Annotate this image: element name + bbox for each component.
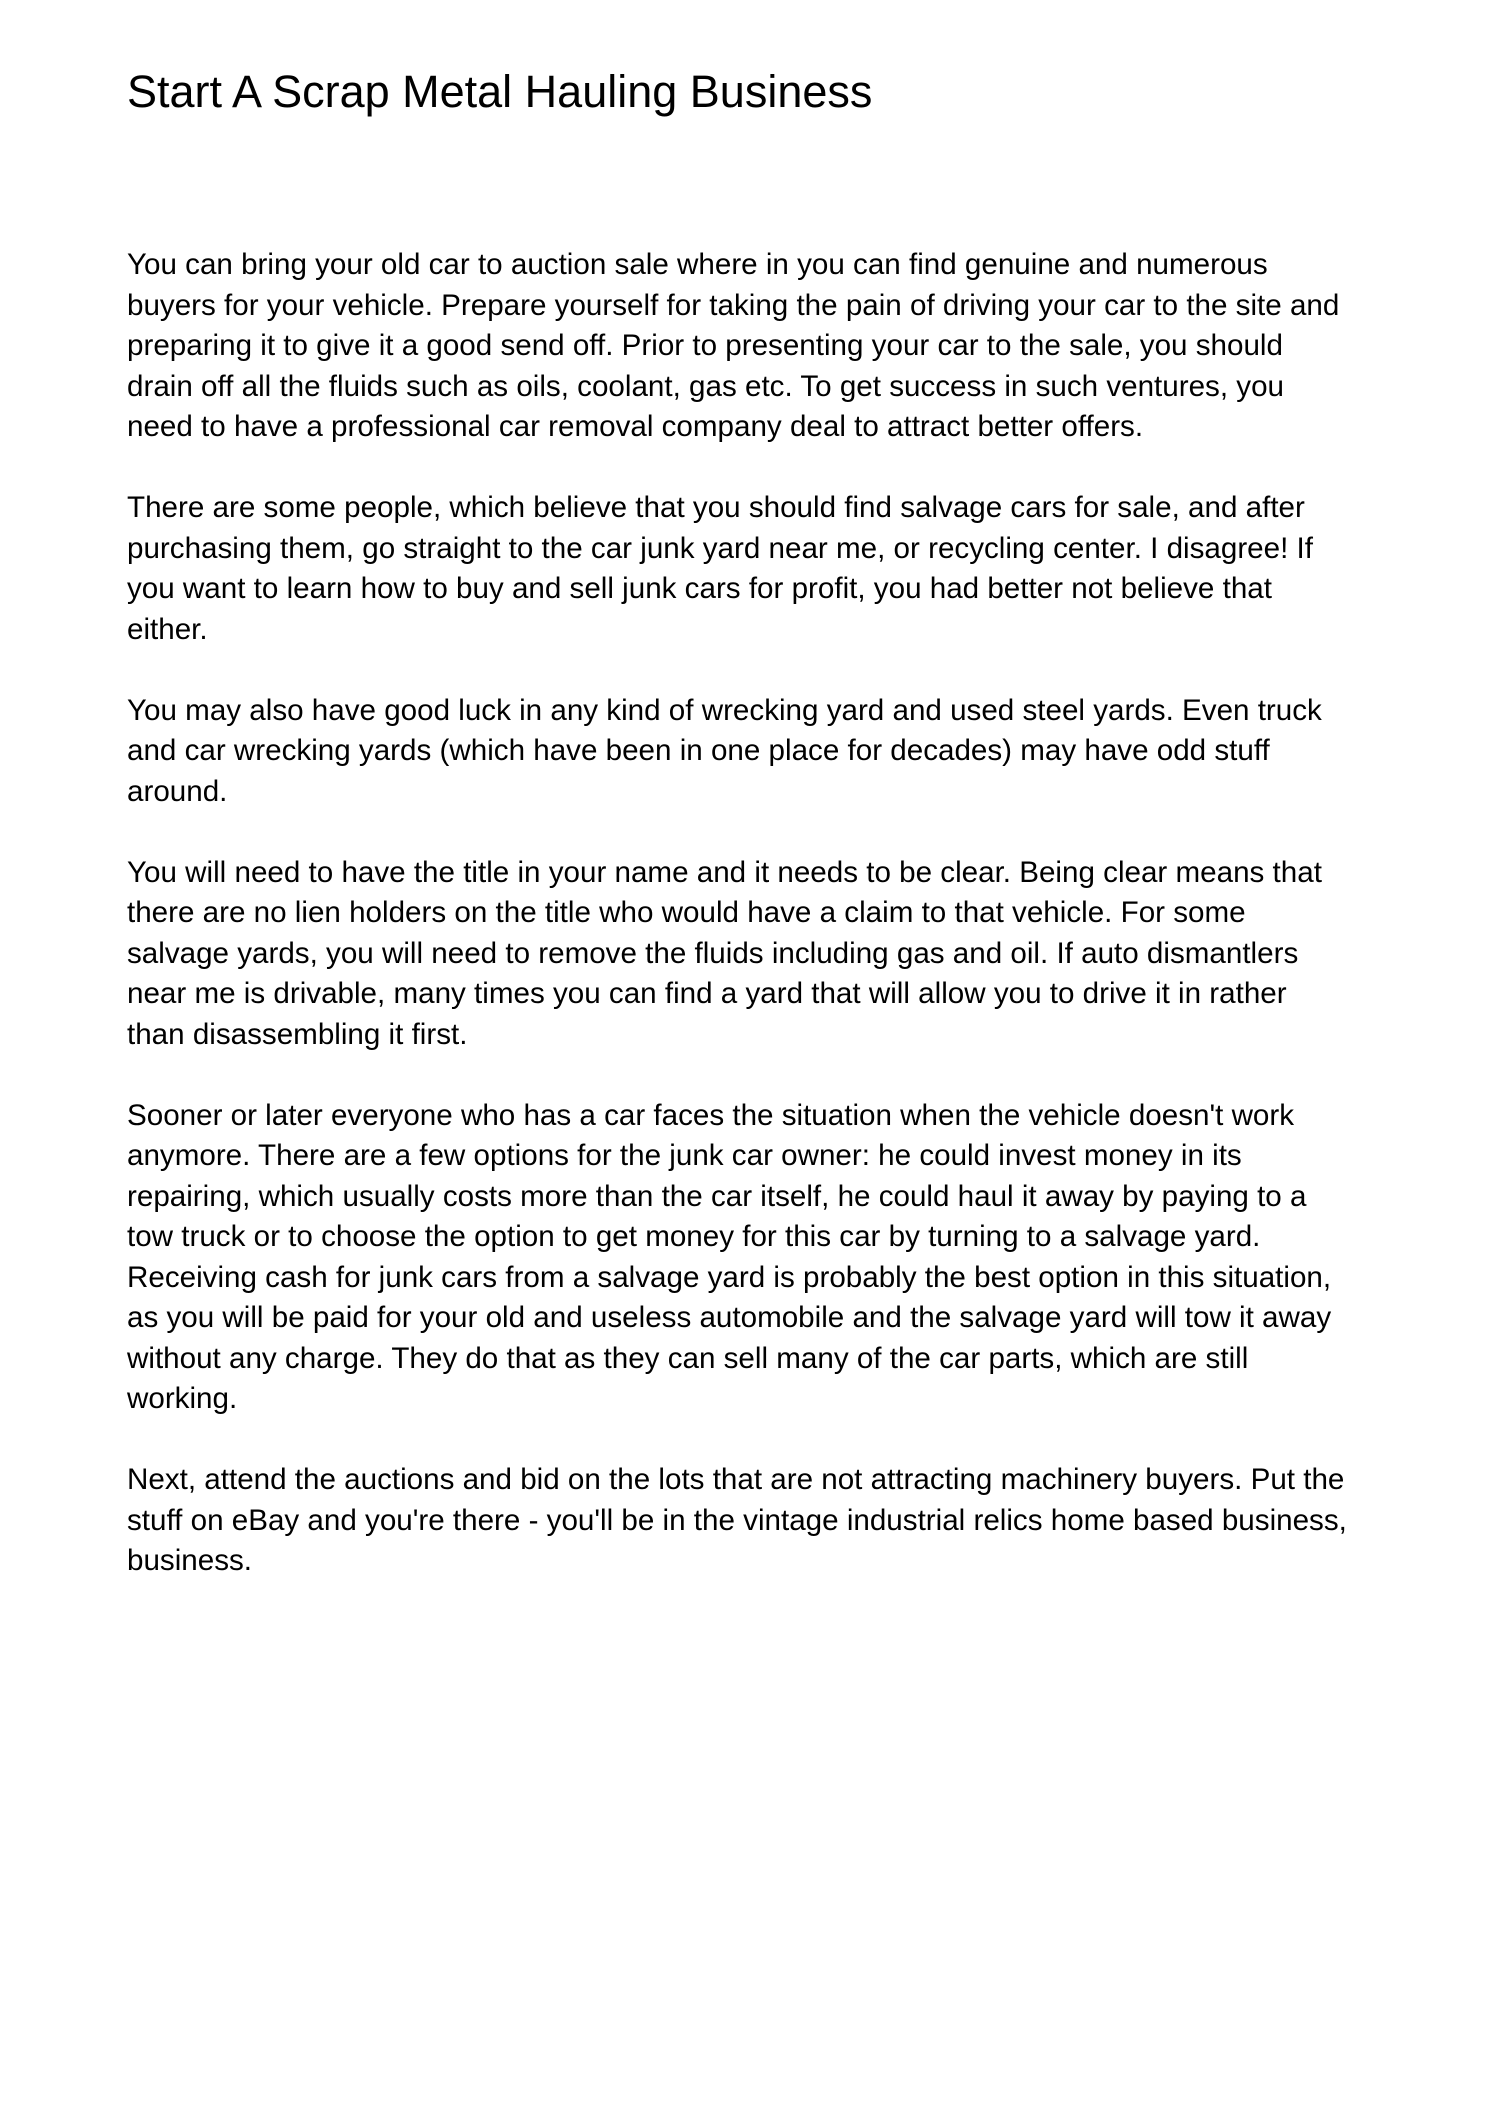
body-paragraph — [127, 853, 1395, 1056]
paragraph-line: salvage yards, you will need to remove the fluids including gas and oil. If auto dismantlers — [127, 936, 1299, 970]
body-paragraph — [127, 245, 1395, 448]
paragraph-line: repairing, which usually costs more than the car itself, he could haul it away by paying to a — [127, 1179, 1307, 1213]
paragraph-line: and car wrecking yards (which have been in one place for decades) may have odd stuff — [127, 734, 1270, 767]
paragraph-line: You may also have good luck in any kind of wrecking yard and used steel yards. Even truck — [127, 693, 1322, 727]
body-paragraph — [127, 488, 1395, 650]
paragraph-line: Receiving cash for junk cars from a salvage yard is probably the best option in this situation, — [127, 1260, 1332, 1294]
paragraph-line: anymore. There are a few options for the junk car owner: he could invest money in its — [127, 1139, 1242, 1172]
paragraph-line: There are some people, which believe that you should find salvage cars for sale, and after — [127, 491, 1305, 524]
paragraph-line: You can bring your old car to auction sale where in you can find genuine and numerous — [127, 248, 1268, 281]
page-title: Start A Scrap Metal Hauling Business — [127, 66, 873, 117]
paragraph-line: buyers for your vehicle. Prepare yourself for taking the pain of driving your car to the site and — [127, 288, 1340, 322]
paragraph-line: without any charge. They do that as they can sell many of the car parts, which are still — [127, 1341, 1249, 1375]
paragraph-line: business. — [127, 1544, 253, 1577]
paragraph-line: around. — [127, 774, 228, 808]
paragraph-line: purchasing them, go straight to the car junk yard near me, or recycling center. I disagree! If — [127, 531, 1313, 565]
paragraph-line: drain off all the fluids such as oils, coolant, gas etc. To get success in such ventures, you — [127, 369, 1284, 403]
paragraph-line: You will need to have the title in your name and it needs to be clear. Being clear means that — [127, 855, 1322, 889]
paragraph-line: stuff on eBay and you're there - you'll be in the vintage industrial relics home based business, — [127, 1503, 1347, 1537]
paragraph-line: you want to learn how to buy and sell junk cars for profit, you had better not believe that — [127, 572, 1272, 605]
paragraph-line: need to have a professional car removal company deal to attract better offers. — [127, 410, 1144, 443]
paragraph-line: tow truck or to choose the option to get money for this car by turning to a salvage yard. — [127, 1220, 1261, 1253]
paragraph-line: near me is drivable, many times you can find a yard that will allow you to drive it in rather — [127, 977, 1287, 1010]
paragraph-line: there are no lien holders on the title who would have a claim to that vehicle. For some — [127, 896, 1246, 929]
paragraph-line: Sooner or later everyone who has a car faces the situation when the vehicle doesn't work — [127, 1098, 1295, 1132]
body-paragraph — [127, 1096, 1395, 1420]
paragraph-line: working. — [127, 1382, 238, 1415]
paragraph-line: Next, attend the auctions and bid on the lots that are not attracting machinery buyers. Put the — [127, 1463, 1345, 1496]
paragraph-line: either. — [127, 612, 208, 646]
paragraph-line: than disassembling it first. — [127, 1017, 468, 1051]
body-paragraph — [127, 691, 1395, 813]
paragraph-line: as you will be paid for your old and useless automobile and the salvage yard will tow it away — [127, 1301, 1332, 1334]
paragraph-line: preparing it to give it a good send off. Prior to presenting your car to the sale, you should — [127, 329, 1283, 362]
body-paragraph — [127, 1460, 1395, 1582]
document-body — [127, 245, 1395, 1622]
